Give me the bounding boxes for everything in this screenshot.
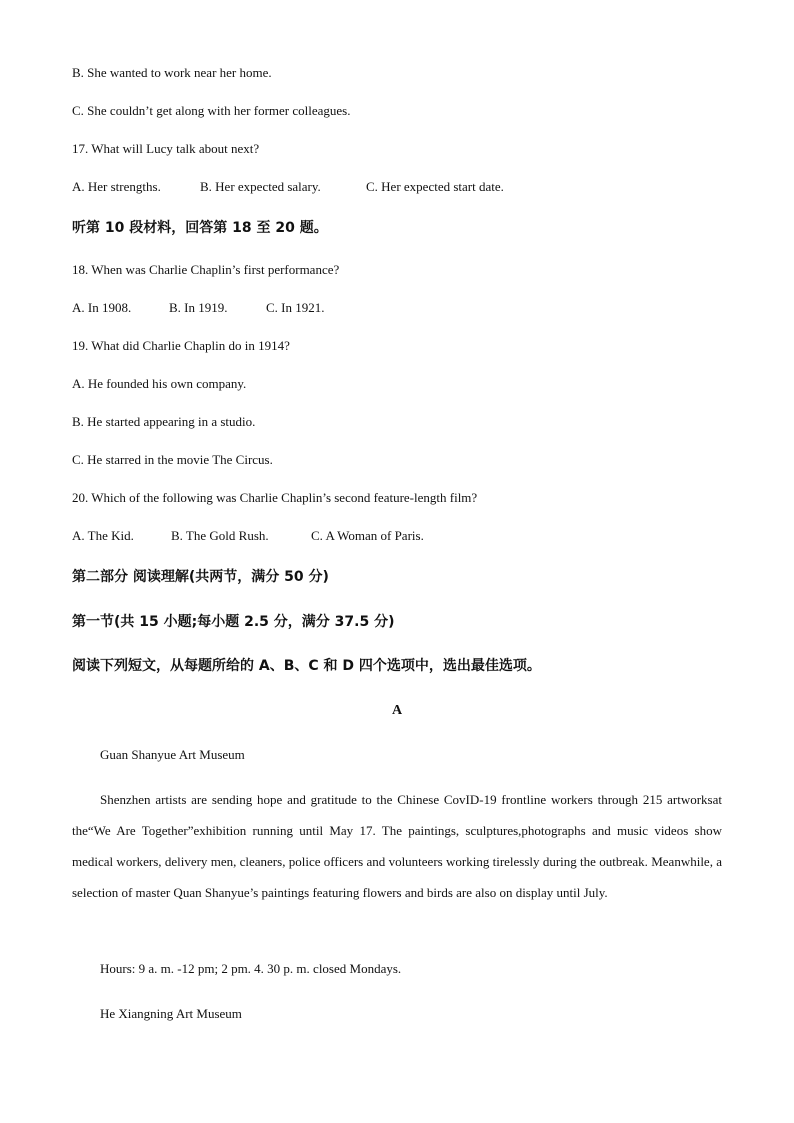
q17-question: 17. What will Lucy talk about next? xyxy=(72,141,260,156)
q17-option-b: B. Her expected salary. xyxy=(200,179,321,194)
museum2-name: He Xiangning Art Museum xyxy=(100,1006,242,1021)
museum1-description xyxy=(72,784,722,908)
q18-options xyxy=(72,300,325,316)
q18-question: 18. When was Charlie Chaplin’s first performance? xyxy=(72,262,340,277)
q20-option-a: A. The Kid. xyxy=(72,528,134,543)
q19-option-b: B. He started appearing in a studio. xyxy=(72,414,256,429)
q20-option-b: B. The Gold Rush. xyxy=(171,528,269,543)
q19-question: 19. What did Charlie Chaplin do in 1914? xyxy=(72,338,290,353)
q16-option-c: C. She couldn’t get along with her former colleagues. xyxy=(72,103,351,118)
q18-option-b: B. In 1919. xyxy=(169,300,228,315)
q20-option-c: C. A Woman of Paris. xyxy=(311,528,424,543)
part2-section1-title: 第一节(共 15 小题;每小题 2.5 分，满分 37.5 分) xyxy=(72,614,395,630)
museum1-hours: Hours: 9 a. m. -12 pm; 2 pm. 4. 30 p. m. closed Mondays. xyxy=(100,961,402,976)
section-10-heading: 听第 10 段材料，回答第 18 至 20 题。 xyxy=(72,220,328,236)
reading-instructions: 阅读下列短文，从每题所给的 A、B、C 和 D 四个选项中，选出最佳选项。 xyxy=(72,658,541,674)
museum1-name: Guan Shanyue Art Museum xyxy=(100,747,245,762)
q20-options xyxy=(72,528,424,544)
q18-option-c: C. In 1921. xyxy=(266,300,325,315)
q17-option-a: A. Her strengths. xyxy=(72,179,161,194)
q17-options xyxy=(72,179,504,195)
q19-option-a: A. He founded his own company. xyxy=(72,376,247,391)
part2-title: 第二部分 阅读理解(共两节，满分 50 分) xyxy=(72,569,329,585)
q18-option-a: A. In 1908. xyxy=(72,300,132,315)
q19-option-c: C. He starred in the movie The Circus. xyxy=(72,452,273,467)
q20-question: 20. Which of the following was Charlie Chaplin’s second feature-length film? xyxy=(72,490,478,505)
q17-option-c: C. Her expected start date. xyxy=(366,179,504,194)
museum1-description-text: Shenzhen artists are sending hope and gratitude to the Chinese CovID-19 frontline workers through 215 artworksat the“We Are Together”exhibition running until May 17. The paintings, sculptures,photographs and music videos show medical workers, delivery men, cleaners, police officers and volunteers working tirelessly during the outbreak. Meanwhile, a selection of master Quan Shanyue’s paintings featuring flowers and birds are also on display until July. xyxy=(72,792,722,900)
q16-option-b: B. She wanted to work near her home. xyxy=(72,65,272,80)
passage-label: A xyxy=(391,703,403,718)
